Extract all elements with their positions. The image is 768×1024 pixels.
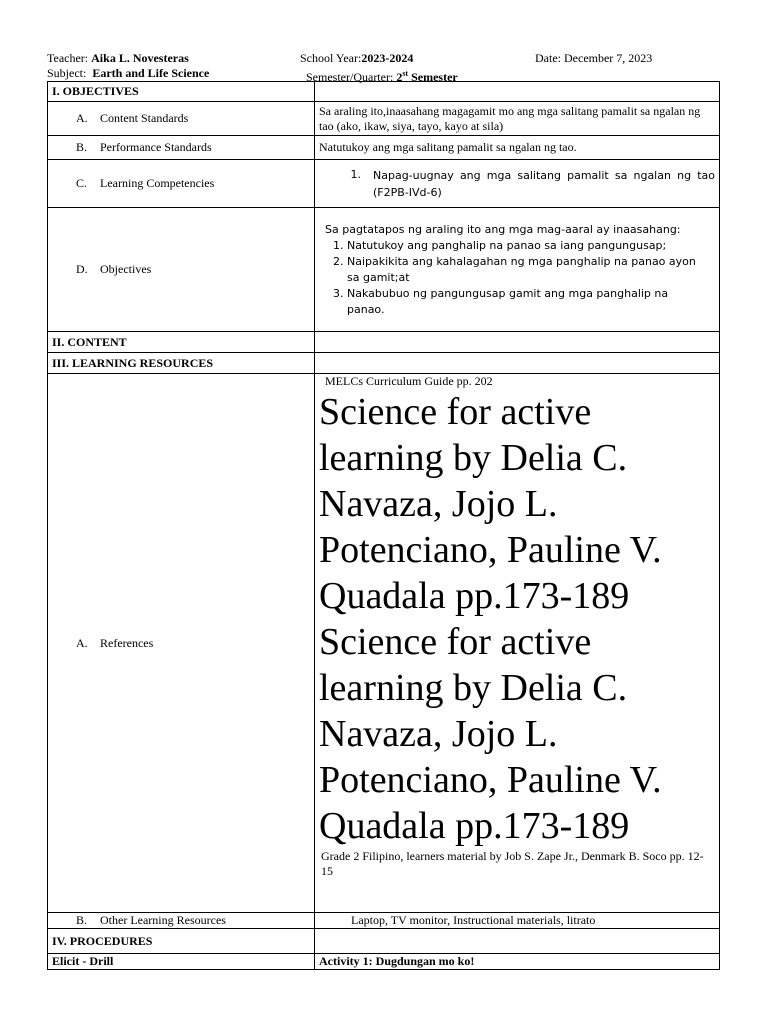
objective-item: 3. Nakabubuo ng pangungusap gamit ang mga panghalip na panao. — [347, 286, 709, 318]
teacher-line — [47, 51, 189, 66]
content-standards-label: Content Standards — [100, 111, 189, 125]
objective-item: 1. Natutukoy ang panghalip na panao sa iang pangungusap; — [347, 238, 709, 254]
objectives-intro: Sa pagtatapos ng araling ito ang mga mag-aaral ay inaasahang: — [325, 222, 681, 236]
school-year-label: School Year: — [300, 51, 362, 65]
procedures-heading: IV. PROCEDURES — [48, 929, 315, 954]
other-resources-row — [48, 913, 720, 929]
other-resources-value: Laptop, TV monitor, Instructional materials, litrato — [315, 913, 720, 929]
ref-science-1: Science for active learning by Delia C. Navaza, Jojo L. Potenciano, Pauline V. Quadala pp.173-189 — [319, 391, 662, 617]
empty-cell — [315, 82, 720, 102]
school-year-value: 2023-2024 — [361, 51, 414, 65]
resources-heading-row — [48, 353, 720, 374]
objectives-heading-row — [48, 82, 720, 102]
date-label: Date: — [535, 51, 561, 65]
ref-science-2: Science for active learning by Delia C. Navaza, Jojo L. Potenciano, Pauline V. Quadala pp.173-189 — [319, 621, 662, 847]
objectives-heading: I. OBJECTIVES — [48, 82, 315, 102]
teacher-name: Aika L. Novesteras — [91, 51, 189, 65]
objectives-value-cell — [315, 208, 720, 332]
subject-value: Earth and Life Science — [92, 66, 210, 80]
teacher-label: Teacher: — [47, 51, 89, 65]
other-resources-label: Other Learning Resources — [100, 913, 226, 927]
learning-competencies-value: Napag-uugnay ang mga salitang pamalit sa ngalan ng tao (F2PB-IVd-6) — [373, 168, 715, 199]
lesson-plan-table — [47, 81, 720, 970]
content-heading-row — [48, 332, 720, 353]
other-resources-label-cell: B. Other Learning Resources — [48, 913, 315, 929]
content-standards-value: Sa araling ito,inaasahang magagamit mo ang mga salitang pamalit sa ngalan ng tao (ako, ikaw, siya, tayo, kayo at sila) — [315, 102, 720, 136]
content-standards-label-cell: A. Content Standards — [48, 102, 315, 136]
empty-cell — [315, 353, 720, 374]
objective-item: 2. Naipakikita ang kahalagahan ng mga panghalip na panao ayon sa gamit;at — [347, 254, 709, 286]
performance-standards-label: Performance Standards — [100, 140, 212, 154]
content-standards-row — [48, 102, 720, 136]
date-value: December 7, 2023 — [564, 51, 653, 65]
date-line — [535, 51, 652, 66]
performance-standards-value: Natutukoy ang mga salitang pamalit sa ngalan ng tao. — [315, 136, 720, 160]
ref-grade2: Grade 2 Filipino, learners material by Job S. Zape Jr., Denmark B. Soco pp. 12-15 — [321, 849, 704, 878]
empty-cell — [315, 929, 720, 954]
school-year-line — [300, 51, 413, 66]
references-label: References — [100, 635, 154, 650]
subject-line — [47, 66, 209, 81]
objectives-label-cell: D. Objectives — [48, 208, 315, 332]
subject-label: Subject: — [47, 66, 87, 80]
objectives-list — [325, 238, 709, 318]
objectives-row — [48, 208, 720, 332]
empty-cell — [315, 332, 720, 353]
references-value-cell — [315, 374, 720, 913]
ref-melc: MELCs Curriculum Guide pp. 202 — [325, 374, 493, 388]
semester-value: 2st Semester — [396, 69, 458, 84]
learning-competencies-row — [48, 160, 720, 208]
performance-standards-row — [48, 136, 720, 160]
resources-heading: III. LEARNING RESOURCES — [48, 353, 315, 374]
references-label-cell: A. References — [48, 374, 315, 913]
objectives-label: Objectives — [100, 262, 152, 276]
learning-competencies-label: Learning Competencies — [100, 176, 215, 190]
learning-competencies-value-cell: 1. Napag-uugnay ang mga salitang pamalit sa ngalan ng tao (F2PB-IVd-6) — [315, 160, 720, 208]
procedures-heading-row — [48, 929, 720, 954]
elicit-label: Elicit - Drill — [48, 954, 315, 970]
elicit-row — [48, 954, 720, 970]
references-row — [48, 374, 720, 913]
learning-competencies-label-cell: C. Learning Competencies — [48, 160, 315, 208]
performance-standards-label-cell: B. Performance Standards — [48, 136, 315, 160]
content-heading: II. CONTENT — [48, 332, 315, 353]
semester-label: Semester/Quarter: — [306, 70, 394, 84]
activity-title: Activity 1: Dugdungan mo ko! — [315, 954, 720, 970]
